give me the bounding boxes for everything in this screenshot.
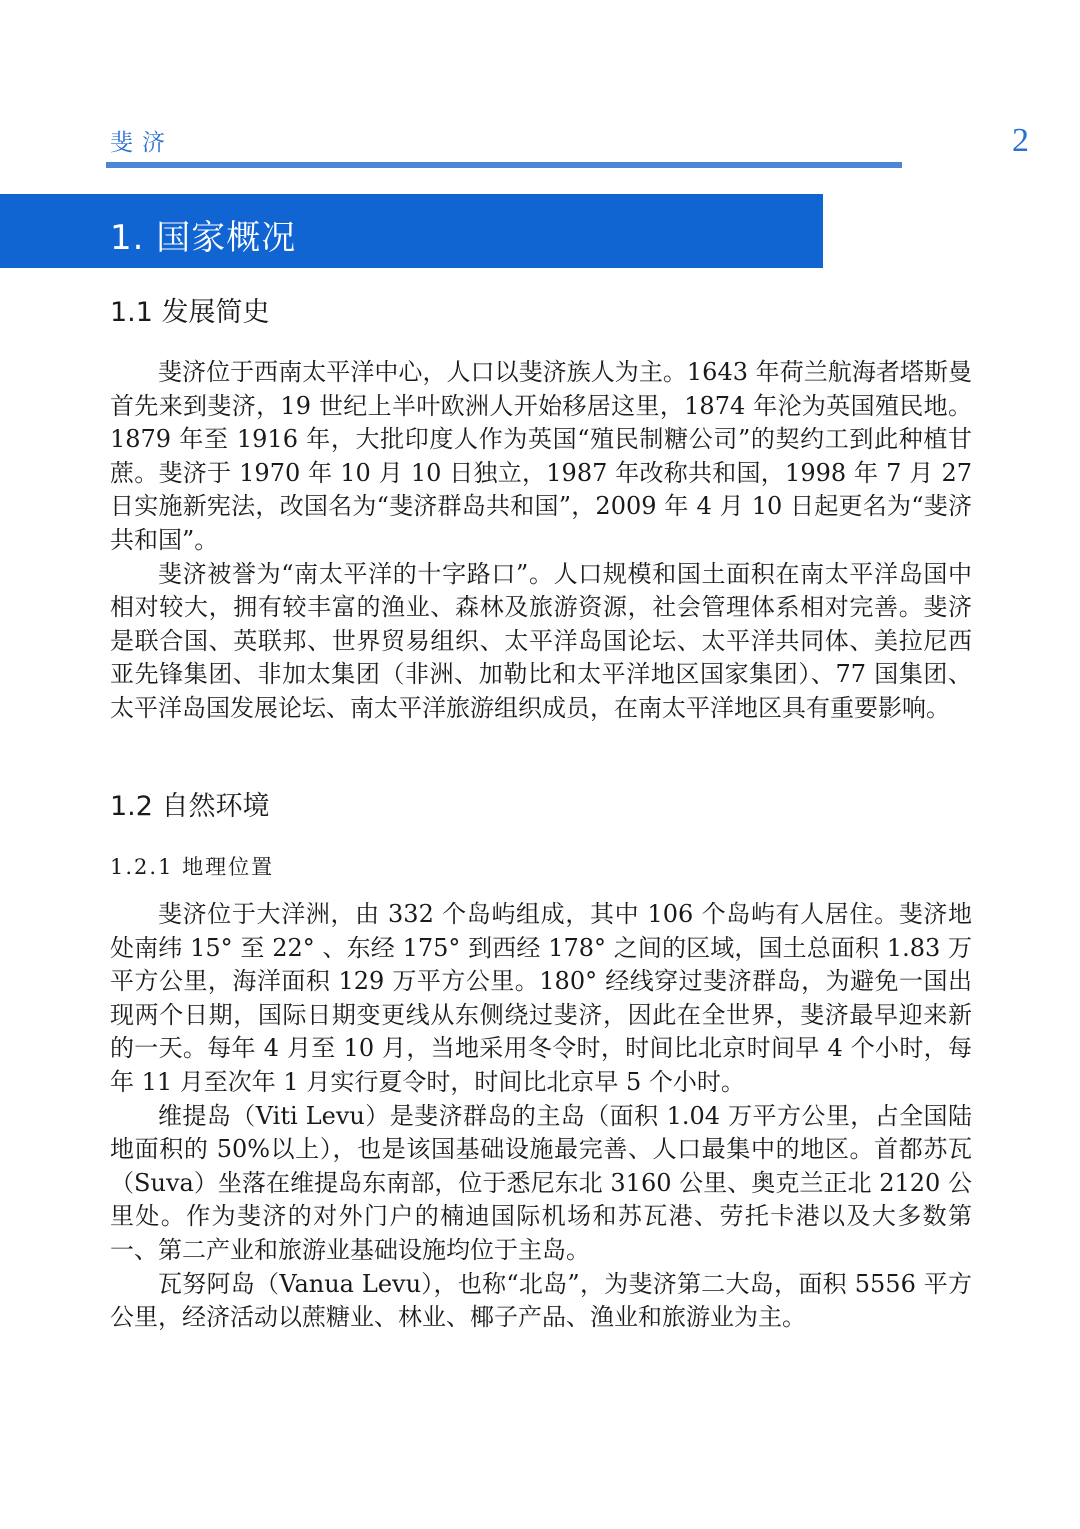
- history-paragraph-2: 斐济被誉为“南太平洋的十字路口”。人口规模和国土面积在南太平洋岛国中相对较大，拥有较丰富的渔业、森林及旅游资源，社会管理体系相对完善。斐济是联合国、英联邦、世界贸易组织、太平洋岛国论坛、太平洋共同体、美拉尼西亚先锋集团、非加太集团（非洲、加勒比和太平洋地区国家集团）、77 国集团、太平洋岛国发展论坛、南太平洋旅游组织成员，在南太平洋地区具有重要影响。: [110, 559, 972, 722]
- header-rule: [106, 162, 902, 168]
- environment-body: [110, 898, 972, 1335]
- section-heading-environment: 1.2 自然环境: [110, 791, 270, 822]
- environment-paragraph-1: 斐济位于大洋洲，由 332 个岛屿组成，其中 106 个岛屿有人居住。斐济地处南纬 15° 至 22° 、东经 175° 到西经 178° 之间的区域，国土总面积 1.83 万平方公里，海洋面积 129 万平方公里。180° 经线穿过斐济群岛，为避免一国出现两个日期，国际日期变更线从东侧绕过斐济，因此在全世界，斐济最早迎来新的一天。每年 4 月至 10 月，当地采用冬令时，时间比北京时间早 4 个小时，每年 11 月至次年 1 月实行夏令时，时间比北京早 5 个小时。: [110, 900, 972, 1096]
- running-header-label: 斐济: [110, 130, 174, 156]
- subsection-heading-location: 1.2.1 地理位置: [110, 855, 275, 879]
- environment-paragraph-2: 维提岛（Viti Levu）是斐济群岛的主岛（面积 1.04 万平方公里，占全国陆地面积的 50%以上），也是该国基础设施最完善、人口最集中的地区。首都苏瓦（Suva）坐落在维提岛东南部，位于悉尼东北 3160 公里、奥克兰正北 2120 公里处。作为斐济的对外门户的楠迪国际机场和苏瓦港、劳托卡港以及大多数第一、第二产业和旅游业基础设施均位于主岛。: [110, 1101, 972, 1264]
- environment-paragraph-3: 瓦努阿岛（Vanua Levu），也称“北岛”，为斐济第二大岛，面积 5556 平方公里，经济活动以蔗糖业、林业、椰子产品、渔业和旅游业为主。: [110, 1269, 972, 1332]
- history-body: [110, 356, 972, 726]
- history-paragraph-1: 斐济位于西南太平洋中心，人口以斐济族人为主。1643 年荷兰航海者塔斯曼首先来到斐济，19 世纪上半叶欧洲人开始移居这里，1874 年沦为英国殖民地。1879 年至 1916 年，大批印度人作为英国“殖民制糖公司”的契约工到此种植甘蔗。斐济于 1970 年 10 月 10 日独立，1987 年改称共和国，1998 年 7 月 27 日实施新宪法，改国名为“斐济群岛共和国”，2009 年 4 月 10 日起更名为“斐济共和国”。: [110, 358, 972, 554]
- page-number: 2: [1012, 122, 1029, 159]
- section-heading-history: 1.1 发展简史: [110, 297, 270, 328]
- chapter-title: 1. 国家概况: [110, 218, 297, 258]
